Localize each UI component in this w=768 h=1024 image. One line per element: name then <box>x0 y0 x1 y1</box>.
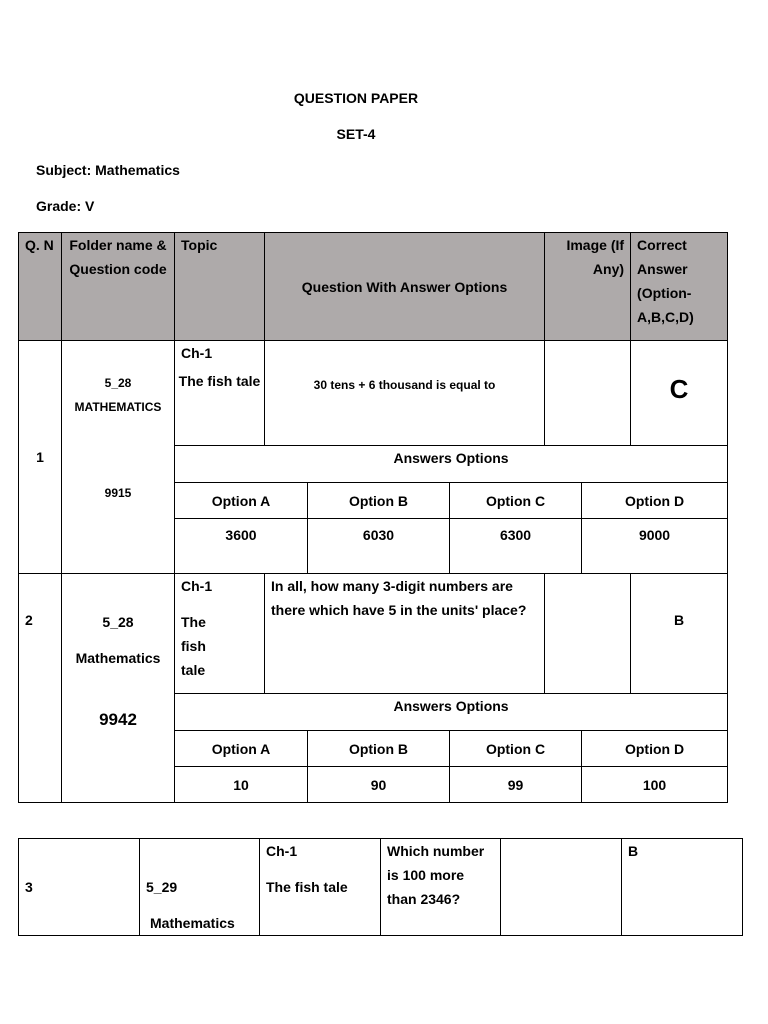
question-table <box>18 232 728 803</box>
folder-name: 5_28 <box>104 376 132 390</box>
question-table-2 <box>18 838 743 936</box>
topic-cell <box>260 839 381 936</box>
option-a-label: Option A <box>175 483 308 519</box>
question-text: 30 tens + 6 thousand is equal to <box>265 341 545 446</box>
set-label: SET-4 <box>336 126 376 142</box>
image-cell <box>501 839 622 936</box>
option-d-label: Option D <box>582 731 728 767</box>
topic-cell <box>175 341 265 446</box>
image-cell <box>545 574 631 694</box>
answers-options-label: Answers Options <box>175 446 728 483</box>
question-code: 9942 <box>99 710 137 729</box>
topic-label: The fish tale <box>178 373 261 389</box>
folder-subject: MATHEMATICS <box>74 400 162 414</box>
correct-answer: B <box>631 574 728 694</box>
col-header-answer: Correct Answer (Option-A,B,C,D) <box>631 233 728 341</box>
correct-answer: B <box>622 839 743 936</box>
question-row <box>19 341 728 446</box>
question-row <box>19 839 743 936</box>
option-c-label: Option C <box>450 731 582 767</box>
question-text: Which number is 100 more than 2346? <box>381 839 501 936</box>
option-d-label: Option D <box>582 483 728 519</box>
option-b-label: Option B <box>308 483 450 519</box>
option-b-value: 6030 <box>308 519 450 574</box>
page-title: QUESTION PAPER <box>293 90 419 106</box>
question-number: 3 <box>19 839 140 936</box>
col-header-qn: Q. N <box>19 233 62 341</box>
topic-cell <box>175 574 265 694</box>
col-header-folder: Folder name & Question code <box>62 233 175 341</box>
option-c-label: Option C <box>450 483 582 519</box>
col-header-topic: Topic <box>175 233 265 341</box>
folder-subject: Mathematics <box>75 650 161 666</box>
option-c-value: 6300 <box>450 519 582 574</box>
option-c-value: 99 <box>450 767 582 803</box>
folder-code-cell <box>140 839 260 936</box>
folder-code-cell <box>62 341 175 574</box>
option-b-label: Option B <box>308 731 450 767</box>
chapter-label: Ch-1 <box>181 345 213 361</box>
option-d-value: 100 <box>582 767 728 803</box>
correct-answer: C <box>631 341 728 446</box>
option-a-value: 10 <box>175 767 308 803</box>
col-header-question: Question With Answer Options <box>265 233 545 341</box>
folder-name: 5_28 <box>102 614 134 630</box>
question-text: In all, how many 3-digit numbers are there which have 5 in the units' place? <box>265 574 545 694</box>
subject-label: Subject: Mathematics <box>36 162 180 178</box>
chapter-label: Ch-1 <box>181 578 213 594</box>
question-number: 1 <box>19 341 62 574</box>
question-number: 2 <box>19 574 62 803</box>
folder-name: 5_29 <box>146 879 178 895</box>
image-cell <box>545 341 631 446</box>
chapter-label: Ch-1 <box>266 843 298 859</box>
option-a-label: Option A <box>175 731 308 767</box>
option-a-value: 3600 <box>175 519 308 574</box>
answers-options-label: Answers Options <box>175 694 728 731</box>
col-header-image: Image (If Any) <box>545 233 631 341</box>
folder-code-cell <box>62 574 175 803</box>
option-d-value: 9000 <box>582 519 728 574</box>
grade-label: Grade: V <box>36 198 95 214</box>
topic-label: The fish tale <box>266 879 348 895</box>
question-row <box>19 574 728 694</box>
header-row <box>19 233 728 341</box>
question-code: 9915 <box>104 486 132 500</box>
topic-label: The fish tale <box>181 614 206 678</box>
folder-subject: Mathematics <box>150 915 235 931</box>
option-b-value: 90 <box>308 767 450 803</box>
